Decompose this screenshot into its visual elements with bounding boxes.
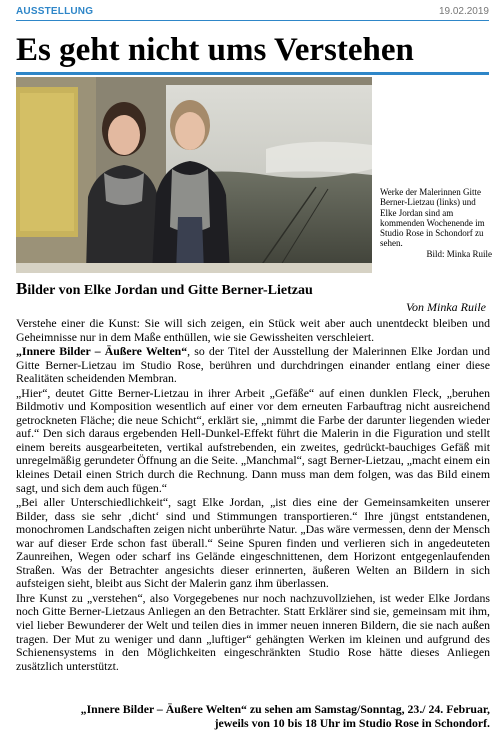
section-label: AUSSTELLUNG xyxy=(16,6,94,17)
paragraph: Ihre Kunst zu „verstehen“, also Vorgegebenes nur noch nachzuvollziehen, ist weder Elke Jordans noch Gitte Berner-Lietzaus Anliegen an den Betrachter. Statt Erklärer sind sie, gemeinsam mit ihm, viel lieber Bewunderer der Welt und teilen dies in immer neuen inneren Bildern, die sie nach außen tragen. Der Mut zu weniger und dann „luftiger“ gehängten Werken im kleinen und aufgrund des Schienensystems in den Möglichkeiten eingeschränkten Studio Rose hätte dieses Anliegen zusätzlich unterstützt. xyxy=(16,590,490,673)
subheadline-text: ilder von Elke Jordan und Gitte Berner-Lietzau xyxy=(27,283,313,298)
paragraph: „Innere Bilder – Äußere Welten“, so der Titel der Ausstellung der Malerinnen Elke Jordan und Gitte Berner-Lietzau im Studio Rose, berühren und durchdringen einander entlang einer diese Realitäten scheidenden Membran. xyxy=(16,344,490,386)
author-byline: Von Minka Ruile xyxy=(406,300,486,314)
header-bar xyxy=(16,6,489,21)
paragraph: „Hier“, deutet Gitte Berner-Lietzau in ihrer Arbeit „Gefäße“ auf einen dunklen Fleck, „beruhen Bildmotiv und Komposition wesentlich auf einer vor dem erneuten Farbauftrag nicht ausreichend getrockneten Fläche; die neue Schicht“, erklärt sie, „nimmt die Farbe der darunter liegenden wieder auf.“ Den sich daraus ergebenden Hell-Dunkel-Effekt führt die Malerin in die Figuration und stellt einem bereits ausgearbeiteten, vertikal aufstrebenden, ein zweites, gedrückt-bauchiges Gefäß mit unregelmäßig gerundeter Öffnung an die Seite. „Manchmal“, sagt Berner-Lietzau, „macht einem ein kleines Detail einen Strich durch die Rechnung. Dann muss man dem folgen, was das Bild einem sagt, und sich dem auch fügen.“ xyxy=(16,385,490,495)
photo-caption xyxy=(380,187,492,259)
exhibition-title: „Innere Bilder – Äußere Welten“ xyxy=(16,344,188,359)
paragraph: „Bei aller Unterschiedlichkeit“, sagt Elke Jordan, „ist dies eine der Gemeinsamkeiten unserer Bilder, dass sie sehr ‚dicht‘ sind und Stimmungen transportieren.“ Ihre jüngst entstandenen, monochromen Landschaften zeigen nicht unberührte Natur. „Das wäre vermessen, denn der Mensch war auf dieser Erde schon fast überall.“ Seine Spuren finden und verlieren sich in angedeuteten Zaunreihen, Wegen oder scharf ins Gelände eingeschnittenen, dem Horizont entgegenlaufenden Straßen. Was der Betrachter angesichts dieser erinnerten, äußeren Welten an Bildern in sich aufsteigen sieht, bleibt aus Sicht der Malerin ganz ihm überlassen. xyxy=(16,495,490,591)
publication-date: 19.02.2019 xyxy=(438,6,489,17)
caption-text: Werke der Malerinnen Gitte Berner-Lietzau (links) und Elke Jordan sind am kommenden Wochenende im Studio Rose in Schondorf zu sehen. xyxy=(380,187,485,249)
headline: Es geht nicht ums Verstehen xyxy=(16,32,414,68)
subheadline xyxy=(16,279,313,299)
event-info xyxy=(16,702,490,730)
event-info-line-2: jeweils von 10 bis 18 Uhr im Studio Rose in Schondorf. xyxy=(214,716,490,730)
paragraph: Verstehe einer die Kunst: Sie will sich zeigen, ein Stück weit aber auch unentdeckt bleiben und Geheimnisse nur in dem Maße enthüllen, wie sie Gewissheiten verschleiert. xyxy=(16,316,490,344)
subheadline-initial: B xyxy=(16,279,28,298)
article-photo xyxy=(16,77,372,273)
photo-credit: Bild: Minka Ruile xyxy=(426,248,492,259)
article-body xyxy=(16,317,490,674)
headline-rule xyxy=(16,72,489,75)
event-info-line-1: „Innere Bilder – Äußere Welten“ zu sehen am Samstag/Sonntag, 23./ 24. Februar, xyxy=(80,702,490,716)
